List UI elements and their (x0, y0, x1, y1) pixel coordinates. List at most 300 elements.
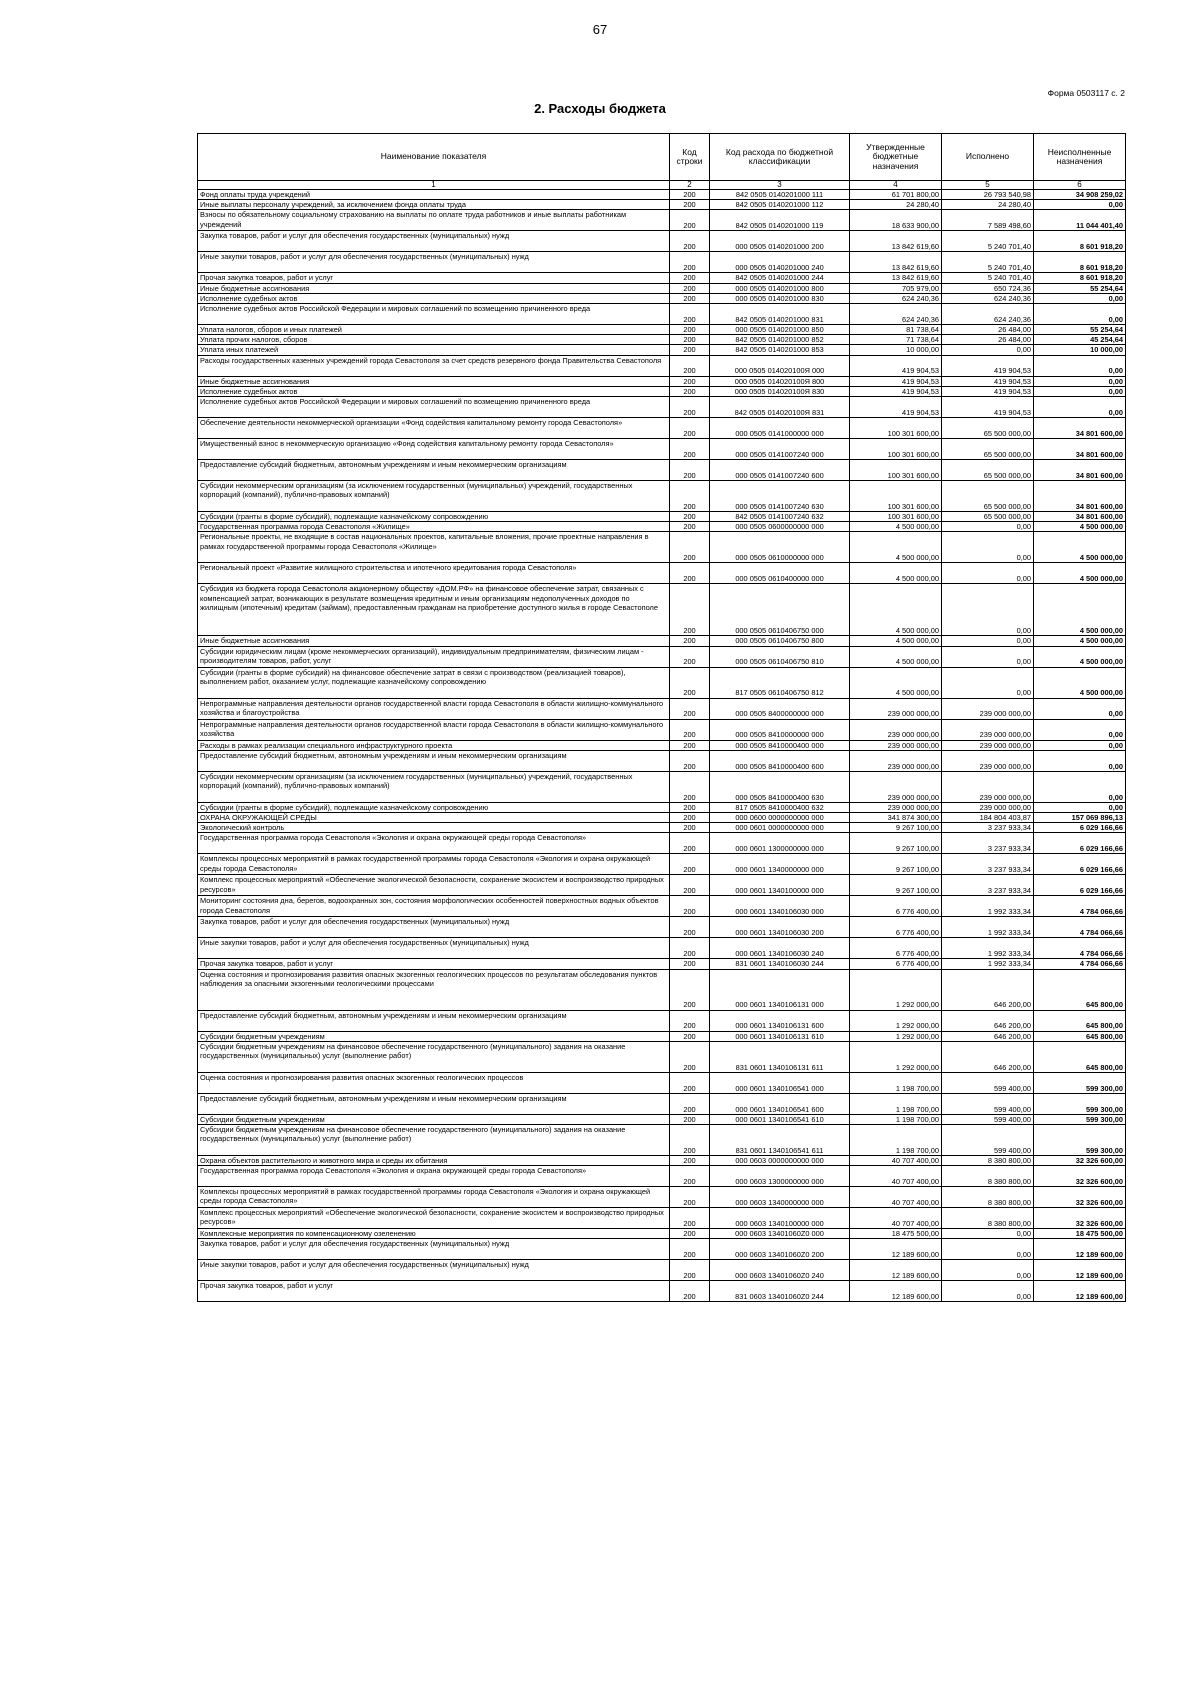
cell-name: Субсидии юридическим лицам (кроме некоммерческих организаций), индивидуальным предпринимателям, физическим лицам - производителям товаров, работ, услуг (198, 646, 670, 667)
table-row (198, 273, 1126, 283)
table-row (198, 325, 1126, 335)
table-row (198, 1166, 1126, 1187)
cell-name: ОХРАНА ОКРУЖАЮЩЕЙ СРЕДЫ (198, 813, 670, 823)
cell-code: 000 0601 1340106131 600 (710, 1010, 850, 1031)
cell-code: 000 0505 8410000400 630 (710, 771, 850, 802)
cell-approved: 1 292 000,00 (850, 1010, 942, 1031)
cell-line: 200 (670, 460, 710, 481)
table-row (198, 231, 1126, 252)
cell-code: 000 0505 0141007240 600 (710, 460, 850, 481)
cell-name: Комплекс процессных мероприятий «Обеспечение экологической безопасности, сохранение экосистем и воспроизводство природных ресурсов» (198, 875, 670, 896)
cell-executed: 24 280,40 (942, 200, 1034, 210)
cell-executed: 239 000 000,00 (942, 719, 1034, 740)
table-row (198, 190, 1126, 200)
cell-unexecuted: 4 500 000,00 (1034, 532, 1126, 563)
cell-executed: 599 400,00 (942, 1093, 1034, 1114)
cell-code: 000 0505 8410000000 000 (710, 719, 850, 740)
cell-unexecuted: 0,00 (1034, 304, 1126, 325)
cell-unexecuted: 8 601 918,20 (1034, 252, 1126, 273)
cell-code: 000 0505 0141000000 000 (710, 418, 850, 439)
cell-line: 200 (670, 522, 710, 532)
column-number: 1 (198, 181, 670, 190)
cell-unexecuted: 12 189 600,00 (1034, 1239, 1126, 1260)
table-row (198, 1010, 1126, 1031)
cell-code: 000 0505 0141007240 000 (710, 439, 850, 460)
table-row (198, 740, 1126, 750)
cell-executed: 419 904,53 (942, 397, 1034, 418)
table-row (198, 667, 1126, 698)
table-row (198, 1156, 1126, 1166)
cell-name: Расходы государственных казенных учреждений города Севастополя за счет средств резервного фонда Правительства Севастополя (198, 355, 670, 376)
cell-name: Субсидии бюджетным учреждениям (198, 1031, 670, 1041)
column-number-row (198, 181, 1126, 190)
cell-unexecuted: 34 801 600,00 (1034, 481, 1126, 512)
cell-approved: 419 904,53 (850, 397, 942, 418)
cell-code: 842 0505 0140201000 244 (710, 273, 850, 283)
cell-name: Иные закупки товаров, работ и услуг для обеспечения государственных (муниципальных) нужд (198, 252, 670, 273)
cell-name: Государственная программа города Севастополя «Экология и охрана окружающей среды города Севастополя» (198, 833, 670, 854)
cell-code: 842 0505 0140201000 112 (710, 200, 850, 210)
table-row (198, 304, 1126, 325)
cell-approved: 239 000 000,00 (850, 802, 942, 812)
cell-unexecuted: 0,00 (1034, 802, 1126, 812)
cell-executed: 26 484,00 (942, 335, 1034, 345)
cell-executed: 8 380 800,00 (942, 1208, 1034, 1229)
cell-name: Иные закупки товаров, работ и услуг для обеспечения государственных (муниципальных) нужд (198, 938, 670, 959)
cell-executed: 599 400,00 (942, 1072, 1034, 1093)
cell-unexecuted: 8 601 918,20 (1034, 231, 1126, 252)
cell-executed: 65 500 000,00 (942, 460, 1034, 481)
cell-unexecuted: 55 254,64 (1034, 283, 1126, 293)
table-row (198, 522, 1126, 532)
table-row (198, 1093, 1126, 1114)
table-row (198, 823, 1126, 833)
column-number: 6 (1034, 181, 1126, 190)
cell-approved: 40 707 400,00 (850, 1156, 942, 1166)
cell-line: 200 (670, 376, 710, 386)
table-row (198, 532, 1126, 563)
cell-name: Закупка товаров, работ и услуг для обеспечения государственных (муниципальных) нужд (198, 1239, 670, 1260)
cell-approved: 13 842 619,60 (850, 252, 942, 273)
cell-code: 831 0601 1340106030 244 (710, 959, 850, 969)
table-row (198, 584, 1126, 636)
cell-code: 000 0603 1300000000 000 (710, 1166, 850, 1187)
cell-unexecuted: 4 500 000,00 (1034, 636, 1126, 646)
cell-code: 000 0603 13401060Z0 000 (710, 1229, 850, 1239)
cell-name: Исполнение судебных актов Российской Федерации и мировых соглашений по возмещению причиненного вреда (198, 304, 670, 325)
table-row (198, 1187, 1126, 1208)
cell-approved: 239 000 000,00 (850, 698, 942, 719)
cell-line: 200 (670, 1229, 710, 1239)
cell-code: 000 0505 014020100Я 830 (710, 386, 850, 396)
cell-unexecuted: 645 800,00 (1034, 1041, 1126, 1072)
cell-approved: 9 267 100,00 (850, 823, 942, 833)
cell-unexecuted: 599 300,00 (1034, 1125, 1126, 1156)
cell-unexecuted: 34 801 600,00 (1034, 418, 1126, 439)
cell-unexecuted: 45 254,64 (1034, 335, 1126, 345)
cell-name: Оценка состояния и прогнозирования развития опасных экзогенных геологических процессов по результатам обследования пунктов наблюдения за опасными экзогенными геологическими процессами (198, 969, 670, 1010)
cell-code: 817 0505 0610406750 812 (710, 667, 850, 698)
cell-executed: 3 237 933,34 (942, 854, 1034, 875)
cell-name: Закупка товаров, работ и услуг для обеспечения государственных (муниципальных) нужд (198, 231, 670, 252)
cell-line: 200 (670, 1260, 710, 1281)
cell-unexecuted: 4 500 000,00 (1034, 522, 1126, 532)
cell-name: Субсидии (гранты в форме субсидий) на финансовое обеспечение затрат в связи с производством (реализацией товаров), выполнением работ, оказанием услуг, подлежащие казначейскому сопровождению (198, 667, 670, 698)
cell-code: 842 0505 014020100Я 831 (710, 397, 850, 418)
cell-executed: 8 380 800,00 (942, 1187, 1034, 1208)
cell-line: 200 (670, 833, 710, 854)
cell-executed: 419 904,53 (942, 376, 1034, 386)
cell-unexecuted: 645 800,00 (1034, 1010, 1126, 1031)
cell-code: 000 0505 8400000000 000 (710, 698, 850, 719)
cell-approved: 13 842 619,60 (850, 273, 942, 283)
cell-name: Исполнение судебных актов Российской Федерации и мировых соглашений по возмещению причиненного вреда (198, 397, 670, 418)
cell-executed: 624 240,36 (942, 304, 1034, 325)
cell-code: 842 0505 0140201000 111 (710, 190, 850, 200)
cell-code: 000 0505 0610406750 800 (710, 636, 850, 646)
cell-executed: 0,00 (942, 1260, 1034, 1281)
cell-unexecuted: 0,00 (1034, 376, 1126, 386)
cell-executed: 239 000 000,00 (942, 698, 1034, 719)
cell-approved: 1 198 700,00 (850, 1072, 942, 1093)
cell-code: 000 0601 1340106541 600 (710, 1093, 850, 1114)
cell-approved: 1 198 700,00 (850, 1125, 942, 1156)
table-row (198, 1114, 1126, 1124)
header-indicator-name: Наименование показателя (198, 134, 670, 181)
cell-code: 000 0600 0000000000 000 (710, 813, 850, 823)
cell-line: 200 (670, 646, 710, 667)
table-row (198, 698, 1126, 719)
cell-name: Субсидии (гранты в форме субсидий), подлежащие казначейскому сопровождению (198, 512, 670, 522)
cell-unexecuted: 4 500 000,00 (1034, 563, 1126, 584)
cell-executed: 65 500 000,00 (942, 439, 1034, 460)
cell-code: 000 0603 0000000000 000 (710, 1156, 850, 1166)
cell-approved: 100 301 600,00 (850, 460, 942, 481)
cell-code: 000 0601 0000000000 000 (710, 823, 850, 833)
cell-approved: 239 000 000,00 (850, 719, 942, 740)
cell-code: 842 0505 0140201000 831 (710, 304, 850, 325)
table-row (198, 1260, 1126, 1281)
table-row (198, 1239, 1126, 1260)
cell-line: 200 (670, 1281, 710, 1302)
cell-name: Комплексные мероприятия по компенсационному озеленению (198, 1229, 670, 1239)
cell-line: 200 (670, 750, 710, 771)
cell-approved: 12 189 600,00 (850, 1281, 942, 1302)
cell-approved: 4 500 000,00 (850, 522, 942, 532)
cell-line: 200 (670, 896, 710, 917)
cell-code: 000 0601 1340106541 000 (710, 1072, 850, 1093)
table-row (198, 345, 1126, 355)
cell-name: Оценка состояния и прогнозирования развития опасных экзогенных геологических процессов (198, 1072, 670, 1093)
cell-unexecuted: 0,00 (1034, 719, 1126, 740)
column-number: 5 (942, 181, 1034, 190)
cell-line: 200 (670, 1156, 710, 1166)
cell-unexecuted: 645 800,00 (1034, 1031, 1126, 1041)
cell-executed: 1 992 333,34 (942, 959, 1034, 969)
table-row (198, 813, 1126, 823)
table-row (198, 397, 1126, 418)
cell-code: 000 0603 1340100000 000 (710, 1208, 850, 1229)
cell-approved: 4 500 000,00 (850, 532, 942, 563)
cell-executed: 1 992 333,34 (942, 896, 1034, 917)
table-row (198, 646, 1126, 667)
budget-expenses-table (197, 133, 1126, 1302)
cell-line: 200 (670, 200, 710, 210)
cell-name: Имущественный взнос в некоммерческую организацию «Фонд содействия капитальному ремонту города Севастополя» (198, 439, 670, 460)
cell-approved: 419 904,53 (850, 386, 942, 396)
cell-line: 200 (670, 1072, 710, 1093)
cell-line: 200 (670, 969, 710, 1010)
cell-code: 000 0505 0610400000 000 (710, 563, 850, 584)
cell-executed: 5 240 701,40 (942, 231, 1034, 252)
cell-name: Прочая закупка товаров, работ и услуг (198, 273, 670, 283)
cell-unexecuted: 0,00 (1034, 771, 1126, 802)
cell-executed: 3 237 933,34 (942, 833, 1034, 854)
cell-unexecuted: 8 601 918,20 (1034, 273, 1126, 283)
cell-approved: 40 707 400,00 (850, 1166, 942, 1187)
cell-executed: 65 500 000,00 (942, 418, 1034, 439)
cell-unexecuted: 157 069 896,13 (1034, 813, 1126, 823)
cell-approved: 9 267 100,00 (850, 833, 942, 854)
cell-line: 200 (670, 740, 710, 750)
table-row (198, 802, 1126, 812)
cell-unexecuted: 599 300,00 (1034, 1072, 1126, 1093)
cell-unexecuted: 0,00 (1034, 293, 1126, 303)
header-approved: Утвержденные бюджетные назначения (850, 134, 942, 181)
cell-approved: 705 979,00 (850, 283, 942, 293)
cell-unexecuted: 32 326 600,00 (1034, 1156, 1126, 1166)
cell-approved: 4 500 000,00 (850, 667, 942, 698)
cell-approved: 24 280,40 (850, 200, 942, 210)
cell-unexecuted: 645 800,00 (1034, 969, 1126, 1010)
cell-code: 000 0603 1340000000 000 (710, 1187, 850, 1208)
cell-approved: 13 842 619,60 (850, 231, 942, 252)
cell-name: Обеспечение деятельности некоммерческой организации «Фонд содействия капитальному ремонту города Севастополя» (198, 418, 670, 439)
cell-approved: 9 267 100,00 (850, 875, 942, 896)
cell-unexecuted: 12 189 600,00 (1034, 1281, 1126, 1302)
cell-line: 200 (670, 802, 710, 812)
table-row (198, 1281, 1126, 1302)
cell-name: Субсидии бюджетным учреждениям на финансовое обеспечение государственного (муниципального) задания на оказание государственных (муниципальных) услуг (выполнение работ) (198, 1125, 670, 1156)
cell-code: 000 0603 13401060Z0 200 (710, 1239, 850, 1260)
cell-unexecuted: 32 326 600,00 (1034, 1187, 1126, 1208)
cell-code: 000 0601 1340106030 000 (710, 896, 850, 917)
cell-line: 200 (670, 397, 710, 418)
cell-line: 200 (670, 210, 710, 231)
cell-unexecuted: 0,00 (1034, 397, 1126, 418)
cell-line: 200 (670, 1239, 710, 1260)
table-row (198, 854, 1126, 875)
cell-line: 200 (670, 439, 710, 460)
cell-approved: 9 267 100,00 (850, 854, 942, 875)
table-row (198, 896, 1126, 917)
cell-code: 000 0601 1340106030 240 (710, 938, 850, 959)
cell-unexecuted: 4 500 000,00 (1034, 667, 1126, 698)
cell-code: 000 0505 0140201000 240 (710, 252, 850, 273)
cell-code: 831 0601 1340106541 611 (710, 1125, 850, 1156)
cell-unexecuted: 4 500 000,00 (1034, 584, 1126, 636)
cell-code: 000 0505 0610406750 810 (710, 646, 850, 667)
cell-approved: 100 301 600,00 (850, 512, 942, 522)
cell-approved: 4 500 000,00 (850, 584, 942, 636)
cell-approved: 10 000,00 (850, 345, 942, 355)
cell-unexecuted: 4 784 066,66 (1034, 917, 1126, 938)
cell-line: 200 (670, 917, 710, 938)
cell-approved: 341 874 300,00 (850, 813, 942, 823)
cell-executed: 0,00 (942, 584, 1034, 636)
cell-approved: 18 633 900,00 (850, 210, 942, 231)
cell-name: Исполнение судебных актов (198, 293, 670, 303)
cell-code: 000 0601 1340106131 000 (710, 969, 850, 1010)
cell-approved: 4 500 000,00 (850, 646, 942, 667)
cell-code: 000 0505 0140201000 200 (710, 231, 850, 252)
cell-executed: 0,00 (942, 532, 1034, 563)
cell-line: 200 (670, 355, 710, 376)
cell-code: 842 0505 0140201000 119 (710, 210, 850, 231)
cell-executed: 1 992 333,34 (942, 938, 1034, 959)
cell-unexecuted: 12 189 600,00 (1034, 1260, 1126, 1281)
cell-executed: 184 804 403,87 (942, 813, 1034, 823)
cell-line: 200 (670, 283, 710, 293)
cell-approved: 624 240,36 (850, 293, 942, 303)
cell-approved: 40 707 400,00 (850, 1187, 942, 1208)
cell-name: Уплата прочих налогов, сборов (198, 335, 670, 345)
table-row (198, 719, 1126, 740)
cell-line: 200 (670, 325, 710, 335)
cell-executed: 3 237 933,34 (942, 875, 1034, 896)
cell-executed: 646 200,00 (942, 1010, 1034, 1031)
cell-approved: 624 240,36 (850, 304, 942, 325)
cell-name: Закупка товаров, работ и услуг для обеспечения государственных (муниципальных) нужд (198, 917, 670, 938)
cell-approved: 6 776 400,00 (850, 917, 942, 938)
cell-approved: 4 500 000,00 (850, 636, 942, 646)
cell-approved: 100 301 600,00 (850, 439, 942, 460)
cell-approved: 239 000 000,00 (850, 740, 942, 750)
cell-approved: 1 292 000,00 (850, 1031, 942, 1041)
cell-unexecuted: 0,00 (1034, 750, 1126, 771)
table-row (198, 439, 1126, 460)
cell-approved: 71 738,64 (850, 335, 942, 345)
table-row (198, 1031, 1126, 1041)
cell-line: 200 (670, 190, 710, 200)
table-row (198, 252, 1126, 273)
cell-code: 842 0505 0140201000 853 (710, 345, 850, 355)
cell-unexecuted: 18 475 500,00 (1034, 1229, 1126, 1239)
form-code: Форма 0503117 с. 2 (1047, 88, 1125, 98)
cell-code: 000 0601 1340106131 610 (710, 1031, 850, 1041)
cell-approved: 18 475 500,00 (850, 1229, 942, 1239)
cell-name: Иные бюджетные ассигнования (198, 636, 670, 646)
cell-code: 000 0505 0610000000 000 (710, 532, 850, 563)
cell-code: 000 0505 0140201000 800 (710, 283, 850, 293)
cell-unexecuted: 599 300,00 (1034, 1114, 1126, 1124)
cell-line: 200 (670, 1125, 710, 1156)
cell-code: 000 0601 1340000000 000 (710, 854, 850, 875)
cell-approved: 6 776 400,00 (850, 959, 942, 969)
cell-unexecuted: 4 500 000,00 (1034, 646, 1126, 667)
table-row (198, 750, 1126, 771)
cell-name: Субсидии (гранты в форме субсидий), подлежащие казначейскому сопровождению (198, 802, 670, 812)
table-row (198, 1041, 1126, 1072)
cell-executed: 26 793 540,98 (942, 190, 1034, 200)
cell-executed: 5 240 701,40 (942, 252, 1034, 273)
cell-line: 200 (670, 304, 710, 325)
cell-name: Иные бюджетные ассигнования (198, 376, 670, 386)
cell-line: 200 (670, 345, 710, 355)
cell-unexecuted: 32 326 600,00 (1034, 1208, 1126, 1229)
cell-name: Субсидии некоммерческим организациям (за исключением государственных (муниципальных) учреждений, государственных корпораций (компаний), публично-правовых компаний) (198, 481, 670, 512)
cell-code: 000 0505 0141007240 630 (710, 481, 850, 512)
cell-name: Предоставление субсидий бюджетным, автономным учреждениям и иным некоммерческим организациям (198, 1093, 670, 1114)
cell-line: 200 (670, 386, 710, 396)
cell-line: 200 (670, 1093, 710, 1114)
cell-unexecuted: 0,00 (1034, 698, 1126, 719)
cell-executed: 419 904,53 (942, 355, 1034, 376)
cell-code: 000 0505 014020100Я 000 (710, 355, 850, 376)
table-row (198, 1125, 1126, 1156)
cell-executed: 646 200,00 (942, 969, 1034, 1010)
page-number: 67 (592, 22, 608, 37)
cell-name: Предоставление субсидий бюджетным, автономным учреждениям и иным некоммерческим организациям (198, 1010, 670, 1031)
table-row (198, 210, 1126, 231)
cell-unexecuted: 34 801 600,00 (1034, 460, 1126, 481)
table-row (198, 200, 1126, 210)
cell-executed: 0,00 (942, 1281, 1034, 1302)
cell-code: 000 0505 0600000000 000 (710, 522, 850, 532)
cell-name: Уплата иных платежей (198, 345, 670, 355)
cell-name: Субсидия из бюджета города Севастополя акционерному обществу «ДОМ.РФ» на финансовое обеспечение затрат, связанных с компенсацией затрат, возникающих в результате возмещения кредитным и иным организациям недополученных доходов по жилищным (ипотечным) кредитам (займам), предоставленным гражданам на приобретение доступного жилья в городе Севастополе (198, 584, 670, 636)
cell-approved: 1 198 700,00 (850, 1114, 942, 1124)
column-number: 3 (710, 181, 850, 190)
cell-approved: 100 301 600,00 (850, 418, 942, 439)
table-row (198, 771, 1126, 802)
cell-approved: 419 904,53 (850, 355, 942, 376)
header-unexecuted: Неисполненные назначения (1034, 134, 1126, 181)
table-row (198, 563, 1126, 584)
cell-name: Иные закупки товаров, работ и услуг для обеспечения государственных (муниципальных) нужд (198, 1260, 670, 1281)
cell-code: 000 0601 1340106030 200 (710, 917, 850, 938)
cell-executed: 599 400,00 (942, 1114, 1034, 1124)
cell-line: 200 (670, 771, 710, 802)
table-row (198, 376, 1126, 386)
cell-line: 200 (670, 335, 710, 345)
column-number: 4 (850, 181, 942, 190)
cell-name: Субсидии бюджетным учреждениям на финансовое обеспечение государственного (муниципального) задания на оказание государственных (муниципальных) услуг (выполнение работ) (198, 1041, 670, 1072)
cell-unexecuted: 55 254,64 (1034, 325, 1126, 335)
cell-name: Субсидии бюджетным учреждениям (198, 1114, 670, 1124)
cell-name: Охрана объектов растительного и животного мира и среды их обитания (198, 1156, 670, 1166)
cell-unexecuted: 6 029 166,66 (1034, 833, 1126, 854)
cell-executed: 0,00 (942, 646, 1034, 667)
cell-name: Непрограммные направления деятельности органов государственной власти города Севастополя в области жилищно-коммунального хозяйства (198, 719, 670, 740)
cell-approved: 419 904,53 (850, 376, 942, 386)
cell-executed: 0,00 (942, 522, 1034, 532)
cell-name: Иные бюджетные ассигнования (198, 283, 670, 293)
cell-line: 200 (670, 252, 710, 273)
cell-line: 200 (670, 481, 710, 512)
cell-line: 200 (670, 636, 710, 646)
table-row (198, 917, 1126, 938)
cell-name: Предоставление субсидий бюджетным, автономным учреждениям и иным некоммерческим организациям (198, 750, 670, 771)
cell-approved: 61 701 800,00 (850, 190, 942, 200)
cell-name: Уплата налогов, сборов и иных платежей (198, 325, 670, 335)
cell-line: 200 (670, 1208, 710, 1229)
cell-unexecuted: 0,00 (1034, 386, 1126, 396)
table-row (198, 386, 1126, 396)
table-row (198, 636, 1126, 646)
table-row (198, 959, 1126, 969)
cell-code: 000 0601 1340100000 000 (710, 875, 850, 896)
